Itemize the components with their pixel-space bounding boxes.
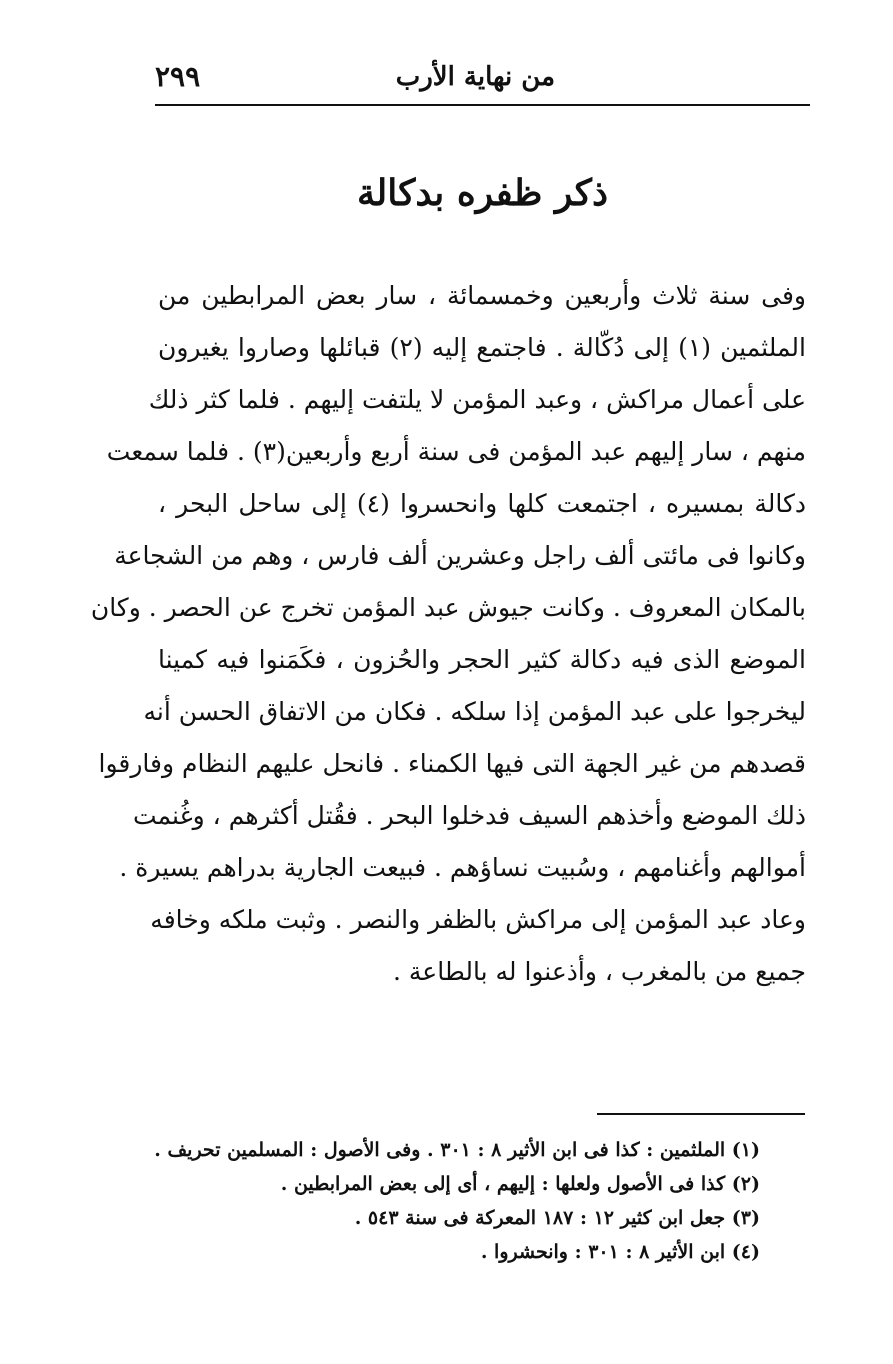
footnote-1: (١) الملثمين : كذا فى ابن الأثير ٨ : ٣٠١ . وفى الأصول : المسلمين تحريف . — [154, 1139, 760, 1161]
footnote-2: (٢) كذا فى الأصول ولعلها : إليهم ، أى إلى بعض المرابطين . — [280, 1173, 760, 1195]
footnote-separator — [597, 1113, 805, 1115]
body-line: دكالة بمسيره ، اجتمعت كلها وانحسروا (٤) إلى ساحل البحر ، — [158, 489, 806, 518]
body-line: الملثمين (١) إلى دُكّالة . فاجتمع إليه (٢) قبائلها وصاروا يغيرون — [158, 333, 806, 362]
body-line: وكانوا فى مائتى ألف راجل وعشرين ألف فارس ، وهم من الشجاعة — [114, 541, 806, 570]
body-line: وفى سنة ثلاث وأربعين وخمسمائة ، سار بعض المرابطين من — [158, 281, 806, 310]
chapter-title: ذكر ظفره بدكالة — [357, 172, 608, 214]
body-line: قصدهم من غير الجهة التى فيها الكمناء . فانحل عليهم النظام وفارقوا — [98, 749, 806, 778]
body-text — [90, 270, 806, 998]
running-title: من نهاية الأرب — [395, 62, 555, 92]
body-line: ذلك الموضع وأخذهم السيف فدخلوا البحر . فقُتل أكثرهم ، وغُنمت — [133, 801, 806, 830]
header-rule — [155, 104, 810, 106]
body-line: ليخرجوا على عبد المؤمن إذا سلكه . فكان من الاتفاق الحسن أنه — [143, 697, 806, 726]
body-line: جميع من بالمغرب ، وأذعنوا له بالطاعة . — [393, 957, 806, 986]
running-header — [155, 58, 810, 102]
footnote-4: (٤) ابن الأثير ٨ : ٣٠١ : وانحشروا . — [480, 1241, 760, 1263]
page-number: ٢٩٩ — [155, 60, 201, 93]
body-line: منهم ، سار إليهم عبد المؤمن فى سنة أربع وأربعين(٣) . فلما سمعت — [106, 437, 806, 466]
body-line: بالمكان المعروف . وكانت جيوش عبد المؤمن تخرج عن الحصر . وكان — [90, 593, 806, 622]
body-line: وعاد عبد المؤمن إلى مراكش بالظفر والنصر . وثبت ملكه وخافه — [150, 905, 806, 934]
footnotes — [154, 1133, 760, 1269]
body-line: على أعمال مراكش ، وعبد المؤمن لا يلتفت إليهم . فلما كثر ذلك — [148, 385, 806, 414]
footnote-3: (٣) جعل ابن كثير ١٢ : ١٨٧ المعركة فى سنة ٥٤٣ . — [354, 1207, 760, 1229]
body-line: الموضع الذى فيه دكالة كثير الحجر والحُزون ، فكَمَنوا فيه كمينا — [158, 645, 806, 674]
body-line: أموالهم وأغنامهم ، وسُبيت نساؤهم . فبيعت الجارية بدراهم يسيرة . — [119, 853, 806, 882]
